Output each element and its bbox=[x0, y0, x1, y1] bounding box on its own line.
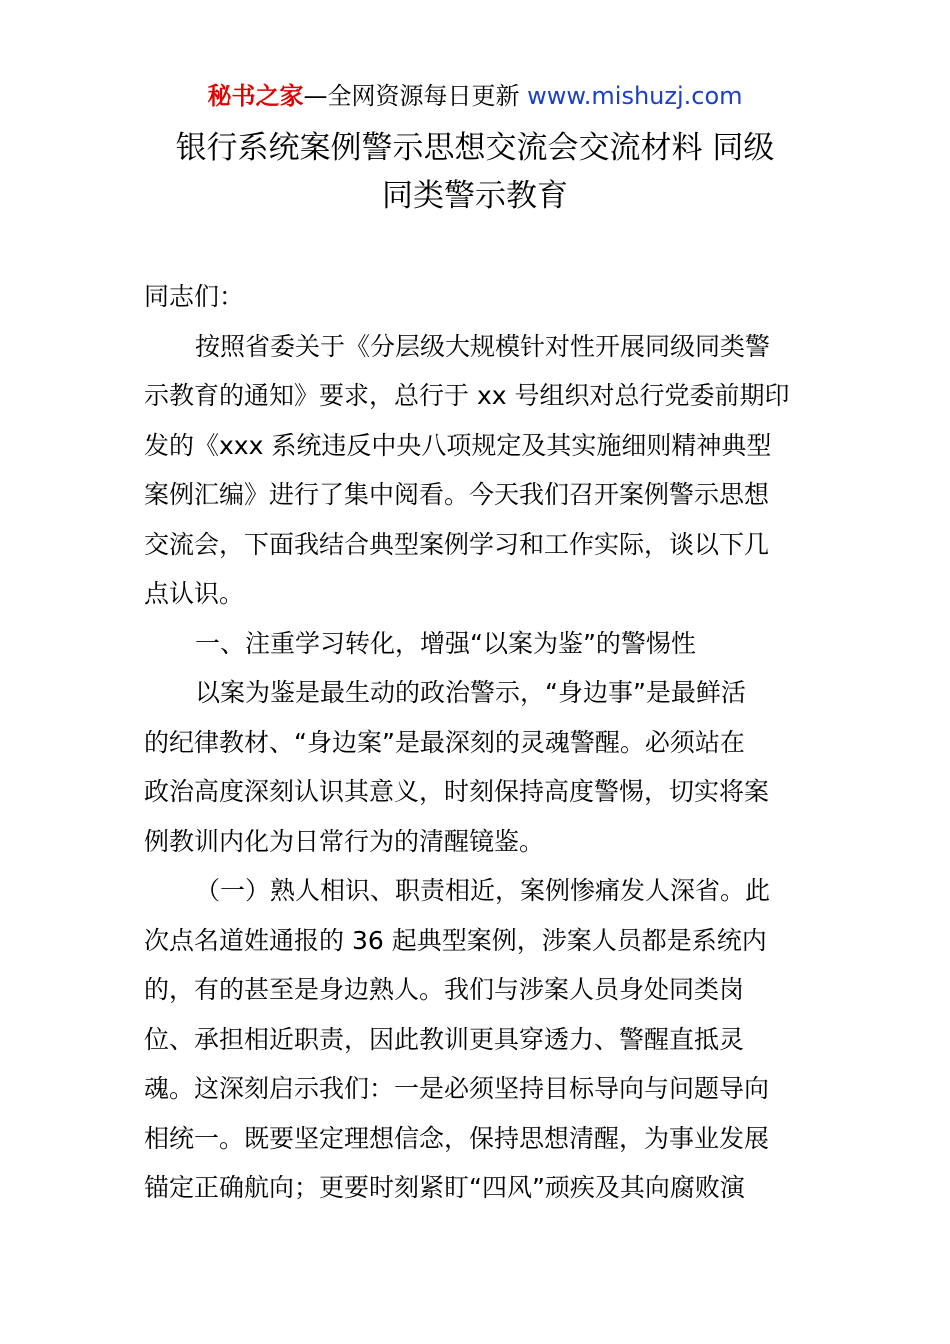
site-url-link[interactable]: www.mishuzj.com bbox=[527, 82, 743, 110]
site-header bbox=[0, 80, 950, 112]
text-line: 点认识。 bbox=[144, 579, 245, 608]
text-line: 发的《xxx 系统违反中央八项规定及其实施细则精神典型 bbox=[144, 430, 772, 460]
salutation bbox=[144, 272, 808, 322]
text-line: 次点名道姓通报的 36 起典型案例，涉案人员都是系统内 bbox=[144, 925, 767, 955]
section-heading-text: 一、注重学习转化，增强“以案为鉴”的警惕性 bbox=[195, 628, 696, 658]
text-line: 位、承担相近职责，因此教训更具穿透力、警醒直抵灵 bbox=[144, 1024, 745, 1054]
text-line: 交流会，下面我结合典型案例学习和工作实际，谈以下几 bbox=[144, 529, 770, 559]
text-line: 政治高度深刻认识其意义，时刻保持高度警惕，切实将案 bbox=[144, 777, 770, 806]
paragraph-subsection-one bbox=[144, 866, 808, 1213]
text-line: 案例汇编》进行了集中阅看。今天我们召开案例警示思想 bbox=[144, 480, 770, 509]
text-line: 以案为鉴是最生动的政治警示，“身边事”是最鲜活 bbox=[195, 678, 746, 707]
title-line: 银行系统案例警示思想交流会交流材料 同级 bbox=[175, 130, 775, 166]
paragraph-lesson bbox=[144, 668, 808, 866]
paragraph-intro bbox=[144, 322, 808, 619]
salutation-text: 同志们： bbox=[144, 282, 245, 311]
text-line: （一）熟人相识、职责相近，案例惨痛发人深省。此 bbox=[195, 876, 771, 905]
text-line: 魂。这深刻启示我们：一是必须坚持目标导向与问题导向 bbox=[144, 1074, 770, 1103]
text-line: 相统一。既要坚定理想信念，保持思想清醒，为事业发展 bbox=[144, 1123, 770, 1153]
document-title bbox=[140, 124, 810, 220]
section-heading bbox=[144, 619, 808, 669]
text-line: 按照省委关于《分层级大规模针对性开展同级同类警 bbox=[195, 331, 771, 361]
brand-name: 秘书之家 bbox=[207, 82, 304, 110]
text-line: 的纪律教材、“身边案”是最深刻的灵魂警醒。必须站在 bbox=[144, 727, 745, 757]
title-line: 同类警示教育 bbox=[382, 178, 568, 214]
text-line: 的，有的甚至是身边熟人。我们与涉案人员身处同类岗 bbox=[144, 975, 745, 1004]
header-tagline: —全网资源每日更新 bbox=[303, 82, 520, 110]
text-line: 锚定正确航向；更要时刻紧盯“四风”顽疾及其向腐败演 bbox=[144, 1173, 745, 1202]
text-line: 示教育的通知》要求，总行于 xx 号组织对总行党委前期印 bbox=[144, 381, 790, 410]
text-line: 例教训内化为日常行为的清醒镜鉴。 bbox=[144, 826, 545, 856]
document-body bbox=[144, 272, 808, 1213]
